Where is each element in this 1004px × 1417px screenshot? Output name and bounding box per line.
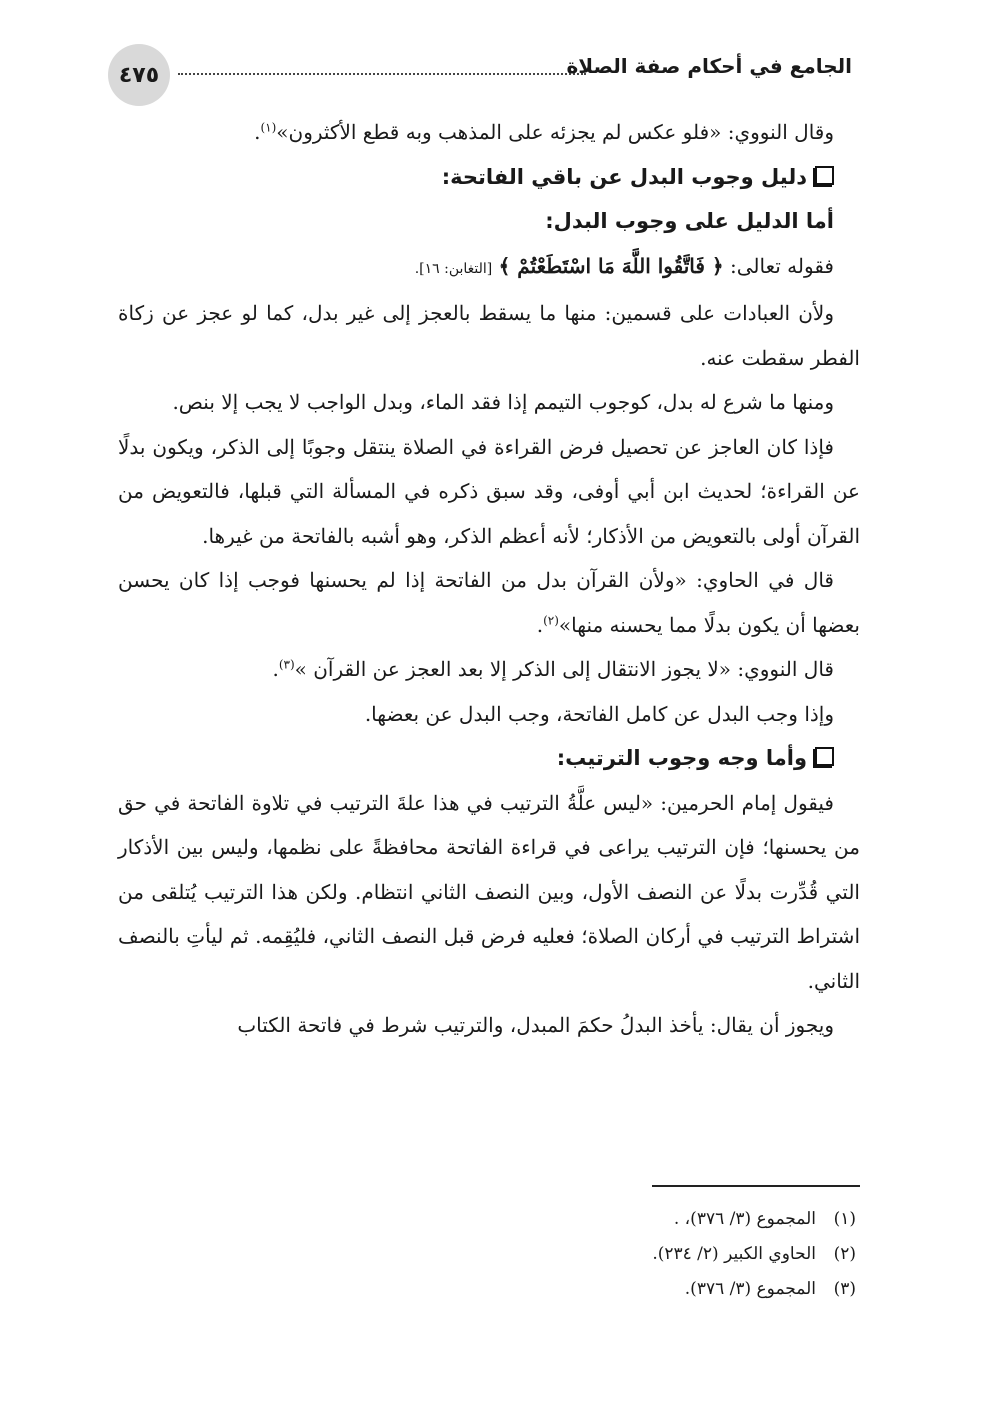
footnote-item [118, 1237, 856, 1272]
footnote-number: (١) [833, 1209, 856, 1229]
header-dotted-rule [178, 73, 586, 75]
paragraph: ولأن العبادات على قسمين: منها ما يسقط بالعجز إلى غير بدل، كما لو عجز عن زكاة الفطر سقطت عنه. [118, 301, 860, 370]
footnote-text: الحاوي الكبير (٢/ ٢٣٤). [652, 1244, 816, 1264]
footnote-separator [652, 1185, 860, 1187]
footnote-ref: (١) [260, 120, 277, 135]
paragraph: ويجوز أن يقال: يأخذ البدلُ حكمَ المبدل، والترتيب شرط في فاتحة الكتاب [237, 1013, 834, 1037]
page-number: ٤٧٥ [108, 44, 170, 106]
checkbox-square-icon [815, 747, 834, 766]
section-heading: وأما وجه وجوب الترتيب: [118, 736, 860, 781]
footnote-text: المجموع (٣/ ٣٧٦). [684, 1279, 816, 1299]
paragraph: فقوله تعالى: ﴿ فَاتَّقُوا اللَّهَ مَا اسْتَطَعْتُمْ ﴾ [التغابن: ١٦]. [414, 253, 834, 278]
footnote-number: (٣) [833, 1279, 856, 1299]
paragraph: قال في الحاوي: «ولأن القرآن بدل من الفاتحة إذا لم يحسنها فوجب إذا كان يحسن بعضها أن يكون بدلًا مما يحسنه منها»$^{(٢)}$. [118, 568, 860, 637]
paragraph: وإذا وجب البدل عن كامل الفاتحة، وجب البدل عن بعضها. [364, 701, 834, 726]
footnote-item [118, 1202, 856, 1237]
main-text [118, 110, 860, 1048]
quran-verse: ﴿ فَاتَّقُوا اللَّهَ مَا اسْتَطَعْتُمْ ﴾ [498, 253, 724, 278]
footnote-ref: (٢) [543, 612, 559, 627]
footnote-text: المجموع (٣/ ٣٧٦)، . [673, 1209, 816, 1229]
paragraph: فإذا كان العاجز عن تحصيل فرض القراءة في الصلاة ينتقل وجوبًا إلى الذكر، ويكون بدلًا عن القراءة؛ لحديث ابن أبي أوفى، وقد سبق ذكره في المسألة التي قبلها، فالتعويض من القرآن أولى بالتعويض من الأذكار؛ لأنه أعظم الذكر، وهو أشبه بالفاتحة من غيرها. [118, 434, 860, 548]
paragraph: فيقول إمام الحرمين: «ليس علَّةُ الترتيب في هذا علةَ الترتيب في تلاوة الفاتحة في حق من يحسنها؛ فإن الترتيب يراعى في قراءة الفاتحة محافظةً على نظمها، وليس بين الأذكار التي قُدِّرت بدلًا عن النصف الأول، وبين النصف الثاني انتظام. ولكن هذا الترتيب يُتلقى من اشتراط الترتيب في أركان الصلاة؛ فعليه فرض قبل النصف الثاني، فليُقِمه. ثم ليأتِ بالنصف الثاني. [118, 790, 860, 993]
sub-heading: أما الدليل على وجوب البدل: [545, 209, 834, 233]
footnote-number: (٢) [833, 1244, 856, 1264]
footnote-ref: (٣) [278, 657, 295, 672]
paragraph: ومنها ما شرع له بدل، كوجوب التيمم إذا فقد الماء، وبدل الواجب لا يجب إلا بنص. [172, 390, 834, 414]
paragraph: وقال النووي: «فلو عكس لم يجزئه على المذهب وبه قطع الأكثرون»$^{(١)}$. [254, 120, 834, 144]
checkbox-square-icon [815, 166, 834, 185]
verse-citation: [التغابن: ١٦]. [414, 260, 493, 277]
footnote-item [118, 1272, 856, 1307]
paragraph: قال النووي: «لا يجوز الانتقال إلى الذكر إلا بعد العجز عن القرآن »$^{(٣)}$. [272, 657, 834, 681]
section-heading: دليل وجوب البدل عن باقي الفاتحة: [118, 155, 860, 200]
page-header [100, 38, 854, 108]
book-title: الجامع في أحكام صفة الصلاة [566, 54, 852, 78]
footnotes [118, 1202, 856, 1307]
